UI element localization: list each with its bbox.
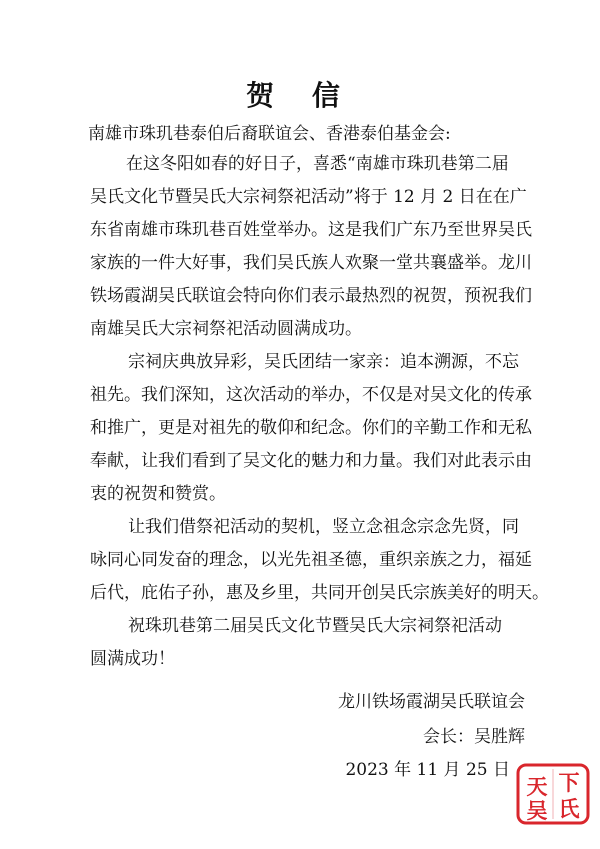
paragraph-line: 后代，庇佑子孙，惠及乡里，共同开创吴氏宗族美好的明天。 xyxy=(90,583,549,603)
paragraph-line: 和推广，更是对祖先的敬仰和纪念。你们的辛勤工作和无私 xyxy=(90,418,532,438)
paragraph-line: 家族的一件大好事，我们吴氏族人欢聚一堂共襄盛举。龙川 xyxy=(90,253,532,273)
paragraph-line: 宗祠庆典放异彩，吴氏团结一家亲：追本溯源，不忘 xyxy=(128,352,519,372)
paragraph-line: 南雄吴氏大宗祠祭祀活动圆满成功。 xyxy=(90,319,362,339)
signature-organization: 龙川铁场霞湖吴氏联谊会 xyxy=(338,692,525,712)
seal-char: 吴 xyxy=(526,799,548,823)
paragraph-line: 在这冬阳如春的好日子，喜悉“南雄市珠玑巷第二届 xyxy=(126,154,509,174)
paragraph-line: 圆满成功！ xyxy=(90,649,175,669)
paragraph-line: 奉献，让我们看到了吴文化的魅力和力量。我们对此表示由 xyxy=(90,451,532,471)
seal-graphic xyxy=(515,762,591,826)
signature-president: 会长：吴胜辉 xyxy=(423,727,525,747)
paragraph-line: 祖先。我们深知，这次活动的举办，不仅是对吴文化的传承 xyxy=(90,385,532,405)
seal-char: 天 xyxy=(526,775,548,799)
paragraph-line: 让我们借祭祀活动的契机，竖立念祖念宗念先贤，同 xyxy=(128,517,519,537)
salutation: 南雄市珠玑巷泰伯后裔联谊会、香港泰伯基金会: xyxy=(88,124,451,144)
paragraph-line: 咏同心同发奋的理念，以光先祖圣德，重织亲族之力，福延 xyxy=(90,550,532,570)
paragraph-line: 祝珠玑巷第二届吴氏文化节暨吴氏大宗祠祭祀活动 xyxy=(128,616,502,636)
paragraph-line: 吴氏文化节暨吴氏大宗祠祭祀活动”将于 12 月 2 日在在广 xyxy=(90,187,527,207)
paragraph-line: 衷的祝贺和赞赏。 xyxy=(90,484,226,504)
seal-char: 下 xyxy=(558,771,580,795)
paragraph-line: 铁场霞湖吴氏联谊会特向你们表示最热烈的祝贺，预祝我们 xyxy=(90,286,532,306)
seal-char: 氏 xyxy=(558,797,580,821)
paragraph-line: 东省南雄市珠玑巷百姓堂举办。这是我们广东乃至世界吴氏 xyxy=(90,220,532,240)
letter-title: 贺 信 xyxy=(246,79,354,112)
seal-stamp xyxy=(515,762,591,826)
signature-date: 2023 年 11 月 25 日 xyxy=(345,760,510,780)
